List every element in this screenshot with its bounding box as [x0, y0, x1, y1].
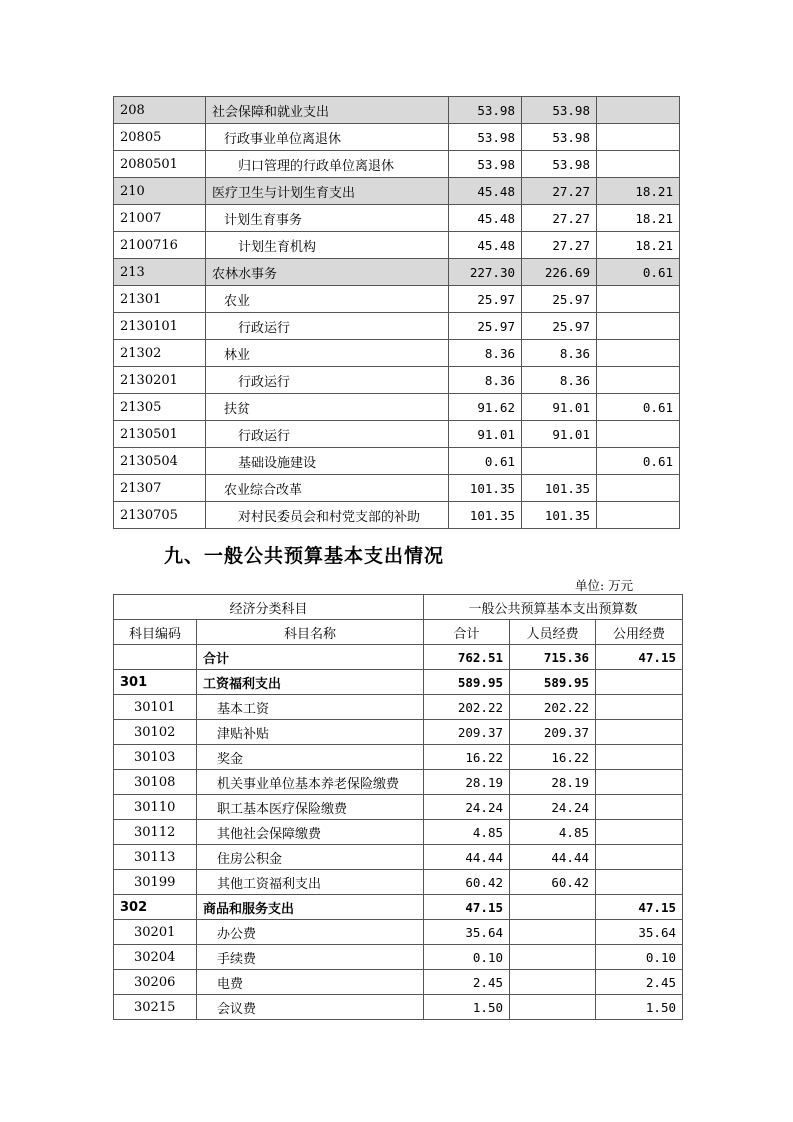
economic-name: 住房公积金	[197, 845, 424, 870]
subject-code: 2080501	[114, 151, 206, 178]
project-amount	[597, 367, 680, 394]
public-amount	[596, 745, 683, 770]
total-amount: 4.85	[424, 820, 510, 845]
subject-name: 计划生育事务	[206, 205, 449, 232]
table-row	[114, 286, 680, 313]
subject-name: 社会保障和就业支出	[206, 97, 449, 124]
personnel-amount: 715.36	[510, 645, 596, 670]
total-amount: 16.22	[424, 745, 510, 770]
basic-expenditure-table-body	[114, 645, 683, 1020]
section-title: 九、一般公共预算基本支出情况	[164, 545, 445, 567]
project-amount	[597, 502, 680, 529]
basic-amount: 91.01	[522, 394, 597, 421]
public-amount	[596, 770, 683, 795]
table-row	[114, 259, 680, 286]
project-amount: 0.61	[597, 259, 680, 286]
project-amount: 18.21	[597, 178, 680, 205]
economic-name: 办公费	[197, 920, 424, 945]
public-amount	[596, 695, 683, 720]
basic-amount: 226.69	[522, 259, 597, 286]
total-amount: 45.48	[449, 232, 522, 259]
economic-code: 30113	[114, 845, 197, 870]
subject-name: 扶贫	[206, 394, 449, 421]
total-amount: 25.97	[449, 313, 522, 340]
public-amount	[596, 820, 683, 845]
project-amount	[597, 151, 680, 178]
personnel-amount	[510, 995, 596, 1020]
group-header-economic: 经济分类科目	[114, 595, 424, 620]
basic-amount: 25.97	[522, 286, 597, 313]
total-amount: 53.98	[449, 151, 522, 178]
total-amount: 53.98	[449, 124, 522, 151]
economic-code: 30103	[114, 745, 197, 770]
table-row	[114, 178, 680, 205]
subject-name: 归口管理的行政单位离退休	[206, 151, 449, 178]
basic-amount: 8.36	[522, 340, 597, 367]
table-row	[114, 394, 680, 421]
basic-amount: 91.01	[522, 421, 597, 448]
economic-name: 基本工资	[197, 695, 424, 720]
economic-code: 30199	[114, 870, 197, 895]
total-amount: 8.36	[449, 340, 522, 367]
total-amount: 60.42	[424, 870, 510, 895]
table-row	[114, 124, 680, 151]
project-amount	[597, 421, 680, 448]
public-amount	[596, 845, 683, 870]
subject-code: 21305	[114, 394, 206, 421]
total-amount: 24.24	[424, 795, 510, 820]
project-amount	[597, 313, 680, 340]
table-row	[114, 820, 683, 845]
subject-code: 21307	[114, 475, 206, 502]
table-row	[114, 970, 683, 995]
total-amount: 227.30	[449, 259, 522, 286]
economic-code: 30201	[114, 920, 197, 945]
subject-code: 21007	[114, 205, 206, 232]
table-row	[114, 502, 680, 529]
total-amount: 25.97	[449, 286, 522, 313]
col-header-code: 科目编码	[114, 620, 197, 645]
total-amount: 0.61	[449, 448, 522, 475]
economic-name: 工资福利支出	[197, 670, 424, 695]
unit-label: 单位: 万元	[575, 578, 634, 593]
public-amount: 0.10	[596, 945, 683, 970]
table-row	[114, 232, 680, 259]
table-row	[114, 695, 683, 720]
table-row	[114, 205, 680, 232]
basic-expenditure-table	[113, 594, 683, 1020]
project-amount: 0.61	[597, 448, 680, 475]
subject-name: 基础设施建设	[206, 448, 449, 475]
subject-name: 农业	[206, 286, 449, 313]
economic-name: 其他社会保障缴费	[197, 820, 424, 845]
table-row	[114, 448, 680, 475]
personnel-amount: 44.44	[510, 845, 596, 870]
economic-name: 会议费	[197, 995, 424, 1020]
subject-name: 农林水事务	[206, 259, 449, 286]
subject-code: 2130504	[114, 448, 206, 475]
total-amount: 53.98	[449, 97, 522, 124]
personnel-amount	[510, 945, 596, 970]
basic-amount: 27.27	[522, 178, 597, 205]
project-amount	[597, 286, 680, 313]
economic-code: 30215	[114, 995, 197, 1020]
total-amount: 44.44	[424, 845, 510, 870]
subject-name: 林业	[206, 340, 449, 367]
public-amount	[596, 870, 683, 895]
table-row	[114, 745, 683, 770]
functional-expenditure-table	[113, 96, 680, 529]
table-row	[114, 367, 680, 394]
subject-code: 2130501	[114, 421, 206, 448]
table-row	[114, 670, 683, 695]
project-amount	[597, 124, 680, 151]
total-amount: 0.10	[424, 945, 510, 970]
basic-amount: 27.27	[522, 205, 597, 232]
table-row	[114, 645, 683, 670]
project-amount	[597, 97, 680, 124]
economic-code: 30110	[114, 795, 197, 820]
total-amount: 91.62	[449, 394, 522, 421]
economic-code: 30206	[114, 970, 197, 995]
subject-name: 对村民委员会和村党支部的补助	[206, 502, 449, 529]
personnel-amount: 28.19	[510, 770, 596, 795]
total-amount: 101.35	[449, 475, 522, 502]
table-row	[114, 421, 680, 448]
total-amount: 589.95	[424, 670, 510, 695]
project-amount	[597, 475, 680, 502]
total-amount: 35.64	[424, 920, 510, 945]
economic-code: 30108	[114, 770, 197, 795]
economic-name: 手续费	[197, 945, 424, 970]
basic-amount: 8.36	[522, 367, 597, 394]
total-amount: 762.51	[424, 645, 510, 670]
economic-code: 30101	[114, 695, 197, 720]
subject-name: 行政运行	[206, 421, 449, 448]
economic-code: 30102	[114, 720, 197, 745]
table-row	[114, 340, 680, 367]
subject-code: 208	[114, 97, 206, 124]
public-amount: 1.50	[596, 995, 683, 1020]
economic-name: 电费	[197, 970, 424, 995]
public-amount	[596, 720, 683, 745]
personnel-amount: 209.37	[510, 720, 596, 745]
subject-code: 213	[114, 259, 206, 286]
col-header-personnel: 人员经费	[510, 620, 596, 645]
public-amount	[596, 795, 683, 820]
economic-code: 302	[114, 895, 197, 920]
subject-code: 21302	[114, 340, 206, 367]
subject-code: 2130705	[114, 502, 206, 529]
project-amount: 0.61	[597, 394, 680, 421]
personnel-amount	[510, 920, 596, 945]
subject-code: 210	[114, 178, 206, 205]
total-amount: 209.37	[424, 720, 510, 745]
public-amount: 35.64	[596, 920, 683, 945]
group-header-budget: 一般公共预算基本支出预算数	[424, 595, 683, 620]
basic-amount: 53.98	[522, 124, 597, 151]
basic-amount	[522, 448, 597, 475]
functional-expenditure-table-body	[114, 97, 680, 529]
personnel-amount	[510, 970, 596, 995]
subject-name: 行政运行	[206, 367, 449, 394]
subject-name: 农业综合改革	[206, 475, 449, 502]
table-row	[114, 870, 683, 895]
economic-code: 30204	[114, 945, 197, 970]
table-row	[114, 845, 683, 870]
subject-code: 2100716	[114, 232, 206, 259]
economic-name: 其他工资福利支出	[197, 870, 424, 895]
project-amount: 18.21	[597, 205, 680, 232]
col-header-public: 公用经费	[596, 620, 683, 645]
subject-name: 计划生育机构	[206, 232, 449, 259]
personnel-amount: 24.24	[510, 795, 596, 820]
personnel-amount: 16.22	[510, 745, 596, 770]
table-row	[114, 475, 680, 502]
basic-amount: 101.35	[522, 475, 597, 502]
col-header-total: 合计	[424, 620, 510, 645]
total-amount: 101.35	[449, 502, 522, 529]
table-row	[114, 770, 683, 795]
economic-name: 津贴补贴	[197, 720, 424, 745]
public-amount: 2.45	[596, 970, 683, 995]
table-row	[114, 920, 683, 945]
subject-code: 2130101	[114, 313, 206, 340]
personnel-amount: 202.22	[510, 695, 596, 720]
basic-amount: 53.98	[522, 97, 597, 124]
total-amount: 202.22	[424, 695, 510, 720]
column-header-row	[114, 620, 683, 645]
table-row	[114, 151, 680, 178]
subject-name: 行政运行	[206, 313, 449, 340]
total-amount: 28.19	[424, 770, 510, 795]
project-amount: 18.21	[597, 232, 680, 259]
basic-amount: 53.98	[522, 151, 597, 178]
subject-code: 20805	[114, 124, 206, 151]
total-amount: 45.48	[449, 205, 522, 232]
economic-code: 30112	[114, 820, 197, 845]
economic-name: 奖金	[197, 745, 424, 770]
table-row	[114, 97, 680, 124]
table-row	[114, 945, 683, 970]
basic-amount: 27.27	[522, 232, 597, 259]
subject-name: 医疗卫生与计划生育支出	[206, 178, 449, 205]
personnel-amount: 4.85	[510, 820, 596, 845]
economic-name: 机关事业单位基本养老保险缴费	[197, 770, 424, 795]
economic-code: 301	[114, 670, 197, 695]
table-row	[114, 720, 683, 745]
subject-name: 行政事业单位离退休	[206, 124, 449, 151]
personnel-amount: 589.95	[510, 670, 596, 695]
subject-code: 21301	[114, 286, 206, 313]
total-amount: 2.45	[424, 970, 510, 995]
basic-amount: 25.97	[522, 313, 597, 340]
project-amount	[597, 340, 680, 367]
economic-name: 职工基本医疗保险缴费	[197, 795, 424, 820]
basic-amount: 101.35	[522, 502, 597, 529]
group-header-row	[114, 595, 683, 620]
economic-name: 合计	[197, 645, 424, 670]
public-amount: 47.15	[596, 895, 683, 920]
economic-name: 商品和服务支出	[197, 895, 424, 920]
personnel-amount: 60.42	[510, 870, 596, 895]
col-header-name: 科目名称	[197, 620, 424, 645]
public-amount: 47.15	[596, 645, 683, 670]
table-row	[114, 895, 683, 920]
total-amount: 91.01	[449, 421, 522, 448]
total-amount: 45.48	[449, 178, 522, 205]
economic-code	[114, 645, 197, 670]
table-row	[114, 795, 683, 820]
total-amount: 1.50	[424, 995, 510, 1020]
subject-code: 2130201	[114, 367, 206, 394]
table-row	[114, 995, 683, 1020]
public-amount	[596, 670, 683, 695]
total-amount: 8.36	[449, 367, 522, 394]
table-row	[114, 313, 680, 340]
personnel-amount	[510, 895, 596, 920]
total-amount: 47.15	[424, 895, 510, 920]
